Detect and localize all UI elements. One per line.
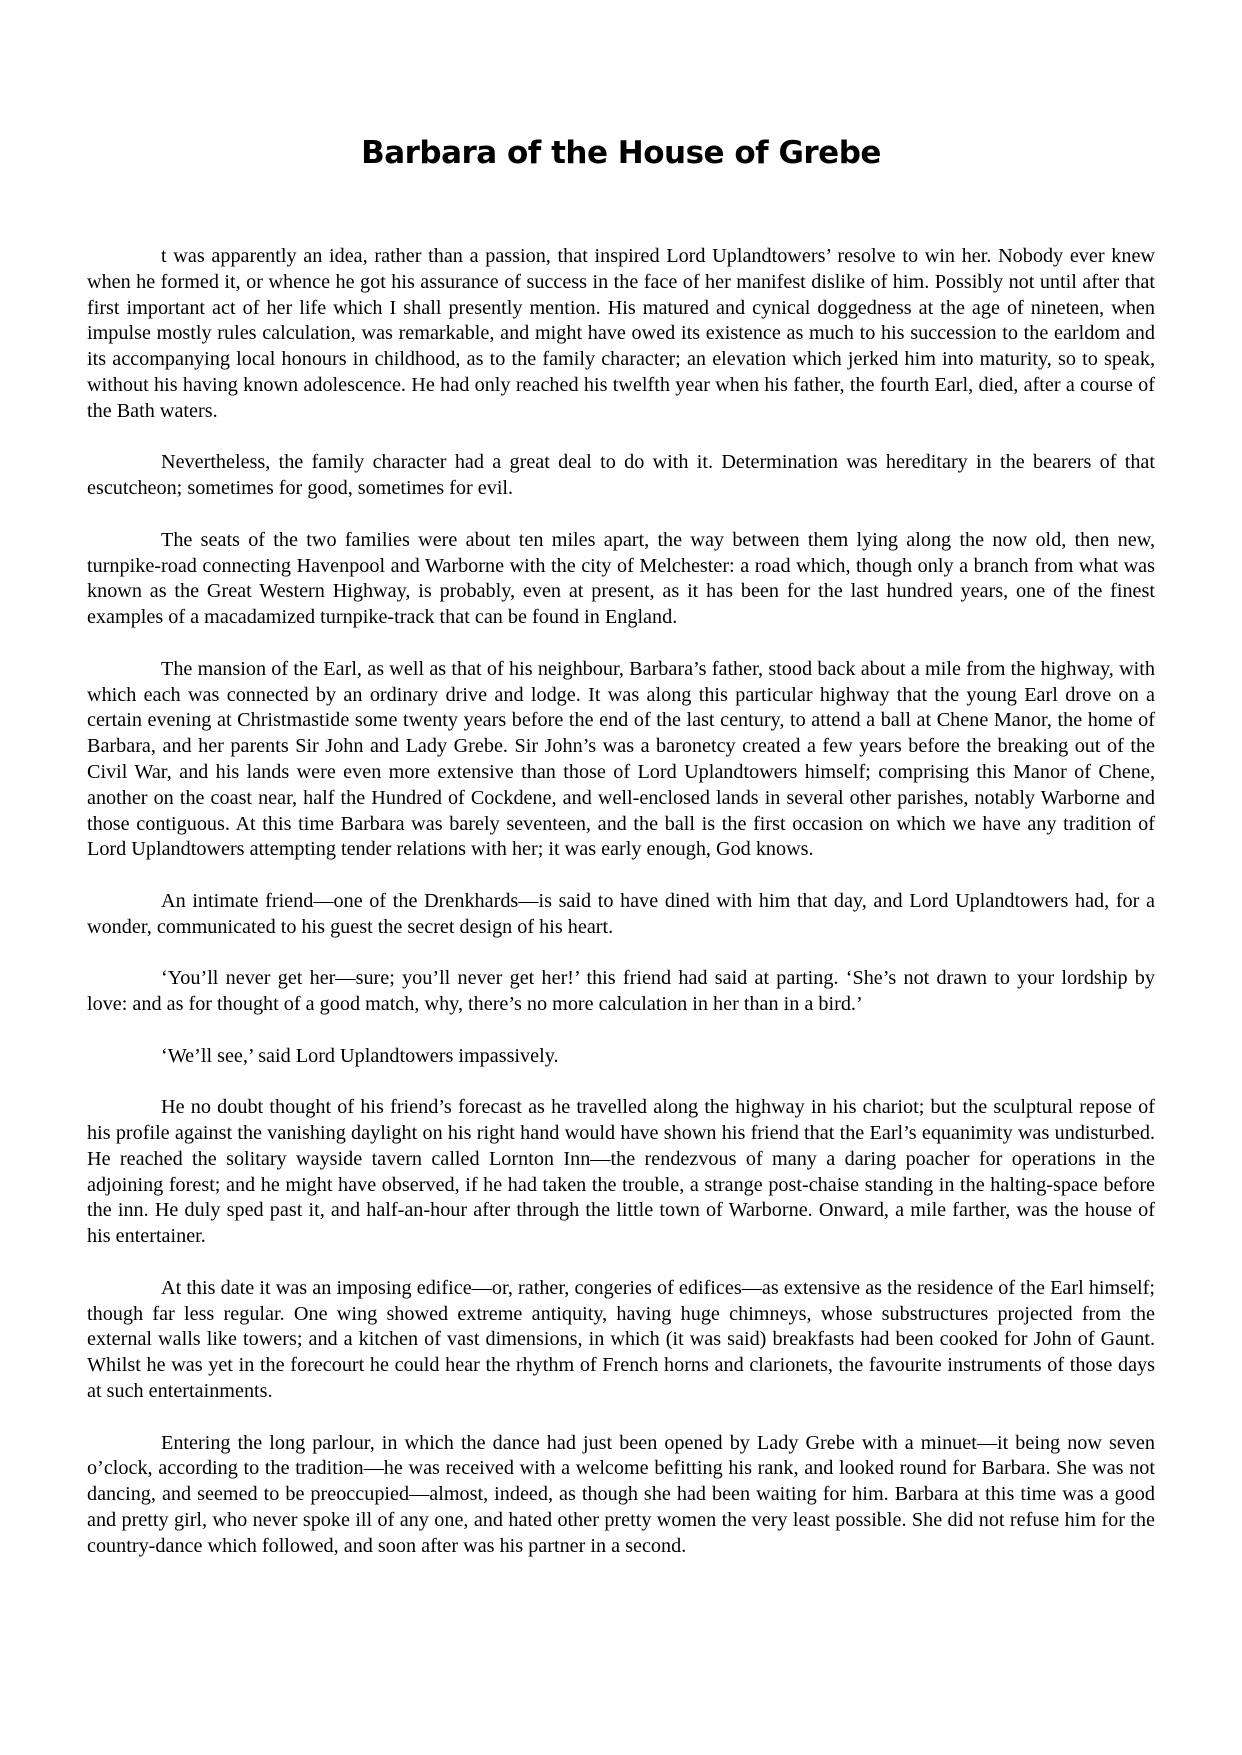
- paragraph: At this date it was an imposing edifice—or, rather, congeries of edifices—as extensive as the residence of the Earl himself; though far less regular. One wing showed extreme antiquity, having huge chimneys, whose substructures projected from the external walls like towers; and a kitchen of vast dimensions, in which (it was said) breakfasts had been cooked for John of Gaunt. Whilst he was yet in the forecourt he could hear the rhythm of French horns and clarionets, the favourite instruments of those days at such entertainments.: [87, 1276, 1155, 1403]
- paragraph: ‘We’ll see,’ said Lord Uplandtowers impassively.: [161, 1044, 559, 1067]
- paragraph: Entering the long parlour, in which the dance had just been opened by Lady Grebe with a minuet—it being now seven o’clock, according to the tradition—he was received with a welcome befitting his rank, and looked round for Barbara. She was not dancing, and seemed to be preoccupied—almost, indeed, as though she had been waiting for him. Barbara at this time was a good and pretty girl, who never spoke ill of any one, and hated other pretty women the very least possible. She did not refuse him for the country-dance which followed, and soon after was his partner in a second.: [87, 1431, 1155, 1557]
- page-title: Barbara of the House of Grebe: [361, 135, 881, 171]
- paragraph: t was apparently an idea, rather than a passion, that inspired Lord Uplandtowers’ resolve to win her. Nobody ever knew when he formed it, or whence he got his assurance of success in the face of her manifest dislike of him. Possibly not until after that first important act of her life which I shall presently mention. His matured and cynical doggedness at the age of nineteen, when impulse mostly rules calculation, was remarkable, and might have owed its existence as much to his succession to the earldom and its accompanying local honours in childhood, as to the family character; an elevation which jerked him into maturity, so to speak, without his having known adolescence. He had only reached his twelfth year when his father, the fourth Earl, died, after a course of the Bath waters.: [87, 245, 1155, 422]
- paragraph: He no doubt thought of his friend’s forecast as he travelled along the highway in his chariot; but the sculptural repose of his profile against the vanishing daylight on his right hand would have shown his friend that the Earl’s equanimity was undisturbed. He reached the solitary wayside tavern called Lornton Inn—the rendezvous of many a daring poacher for operations in the adjoining forest; and he might have observed, if he had taken the trouble, a strange post-chaise standing in the halting-space before the inn. He duly sped past it, and half-an-hour after through the little town of Warborne. Onward, a mile farther, was the house of his entertainer.: [87, 1096, 1155, 1248]
- paragraph: An intimate friend—one of the Drenkhards—is said to have dined with him that day, and Lord Uplandtowers had, for a wonder, communicated to his guest the secret design of his heart.: [87, 889, 1155, 938]
- paragraph: The seats of the two families were about ten miles apart, the way between them lying along the now old, then new, turnpike-road connecting Havenpool and Warborne with the city of Melchester: a road which, though only a branch from what was known as the Great Western Highway, is probably, even at present, as it has been for the last hundred years, one of the finest examples of a macadamized turnpike-track that can be found in England.: [87, 528, 1155, 629]
- paragraph: The mansion of the Earl, as well as that of his neighbour, Barbara’s father, stood back about a mile from the highway, with which each was connected by an ordinary drive and lodge. It was along this particular highway that the young Earl drove on a certain evening at Christmastide some twenty years before the end of the last century, to attend a ball at Chene Manor, the home of Barbara, and her parents Sir John and Lady Grebe. Sir John’s was a baronetcy created a few years before the breaking out of the Civil War, and his lands were even more extensive than those of Lord Uplandtowers himself; comprising this Manor of Chene, another on the coast near, half the Hundred of Cockdene, and well-enclosed lands in several other parishes, notably Warborne and those contiguous. At this time Barbara was barely seventeen, and the ball is the first occasion on which we have any tradition of Lord Uplandtowers attempting tender relations with her; it was early enough, God knows.: [87, 657, 1155, 861]
- body-text: [87, 244, 1155, 1585]
- paragraph: ‘You’ll never get her—sure; you’ll never get her!’ this friend had said at parting. ‘She’s not drawn to your lordship by love: and as for thought of a good match, why, there’s no more calculation in her than in a bird.’: [87, 967, 1155, 1016]
- paragraph: Nevertheless, the family character had a great deal to do with it. Determination was hereditary in the bearers of that escutcheon; sometimes for good, sometimes for evil.: [87, 451, 1155, 500]
